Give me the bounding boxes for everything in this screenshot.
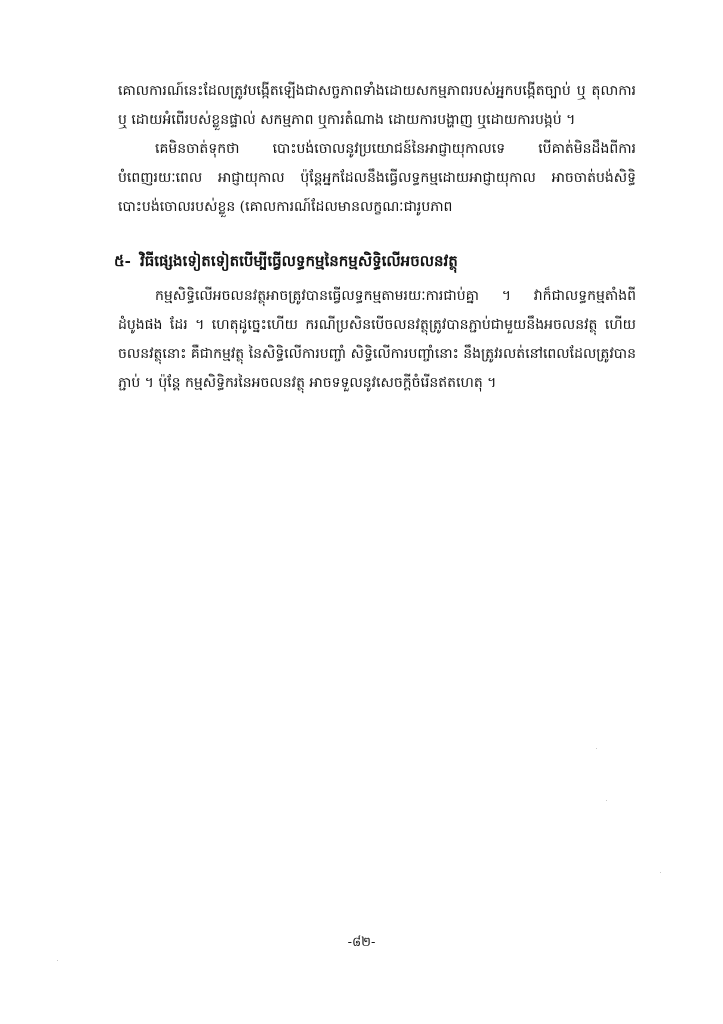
section-title: វិធីផ្សេងទៀតទៀតបើម្បីធ្វើលទ្ធកម្មនៃកម្មសិទ្ធិលើអចលនវត្ថុ	[140, 252, 458, 270]
scan-speck	[660, 872, 661, 873]
scan-speck	[57, 960, 58, 961]
page-number: -៨២-	[347, 935, 376, 950]
body-paragraph: កម្មសិទ្ធិលើអចលនវត្ថុអាចត្រូវបានធ្វើលទ្ធកម្មតាមរយៈការជាប់គ្នា ។ វាក៏ជាលទ្ធកម្មតាំងពីដំបូងផង ដែរ ។ ហេតុដូច្នេះហើយ ករណីប្រសិនបើចលនវត្ថុត្រូវបានភ្ជាប់ជាមួយនឹងអចលនវត្ថុ ហើយចលនវត្ថុនោះ គឺជាកម្មវត្ថុ នៃសិទ្ធិលើការបញ្ចាំ សិទ្ធិលើការបញ្ចាំនោះ នឹងត្រូវរលត់នៅពេលដែលត្រូវបានភ្ជាប់ ។ ប៉ុន្តែ កម្មសិទ្ធិករនៃអចលនវត្ថុ អាចទទួលនូវសេចក្តីចំរើនឥតហេតុ ។	[118, 288, 636, 391]
body-paragraph: គោលការណ៍នេះដែលត្រូវបង្កើតឡើងជាសច្ចភាពទាំងដោយសកម្មភាពរបស់អ្នកបង្កើតច្បាប់ ឬ តុលាការ ឬ ដោយអំពើរបស់ខ្លួនផ្ទាល់ សកម្មភាព ឬការតំណាង ដោយការបង្ហាញ ឬដោយការបង្កប់ ។	[118, 83, 636, 128]
section-heading	[114, 248, 644, 274]
scan-speck	[596, 748, 597, 749]
body-paragraph: គេមិនចាត់ទុកថា បោះបង់ចោលនូវប្រយោជន៍នៃអាជ្ញាយុកាលទេ បើគាត់មិនដឹងពីការបំពេញរយៈពេល អាជ្ញាយុកាល ប៉ុន្តែអ្នកដែលនឹងធ្វើលទ្ធកម្មដោយអាជ្ញាយុកាល អាចចាត់បង់សិទ្ធិបោះបង់ចោលរបស់ខ្លួន (គោលការណ៍ដែលមានលក្ខណៈជារូបភាព	[118, 141, 636, 215]
section-number: ៥-	[114, 252, 131, 270]
scan-speck	[606, 800, 607, 801]
